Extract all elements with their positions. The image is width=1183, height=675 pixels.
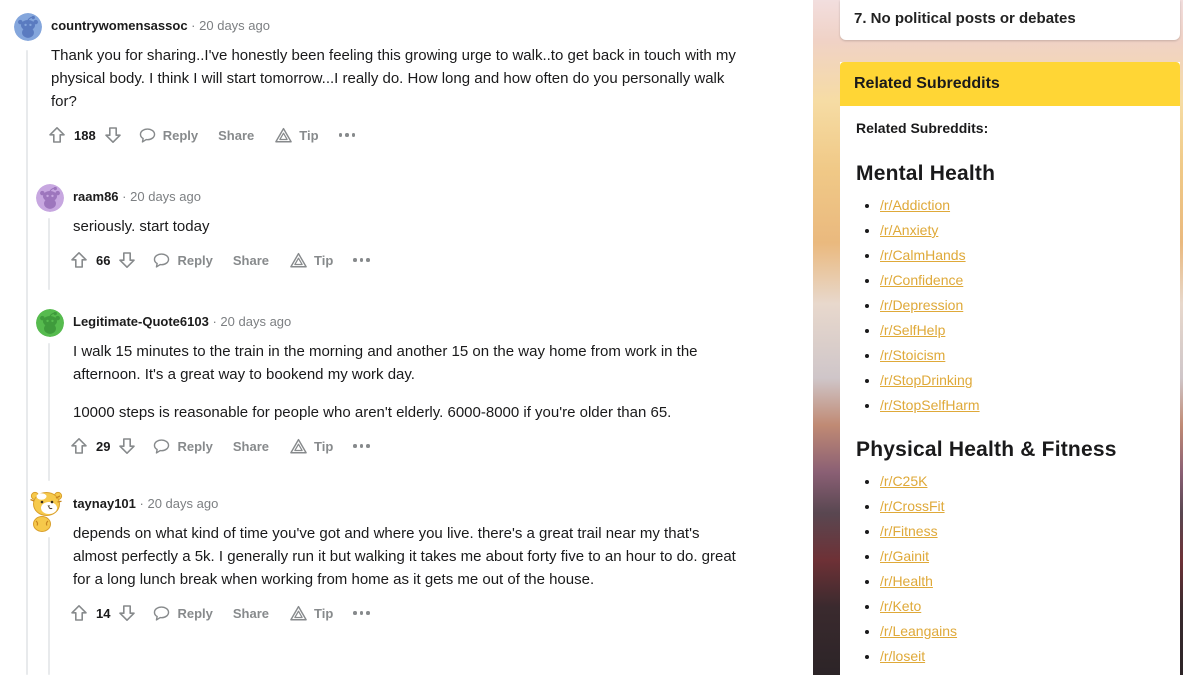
comment-header [73, 491, 746, 511]
subreddit-link[interactable]: /r/StopDrinking [880, 372, 973, 388]
upvote-icon [69, 436, 89, 456]
widget-header: Related Subreddits [840, 62, 1180, 106]
avatar[interactable] [28, 490, 64, 532]
upvote-button[interactable] [69, 250, 89, 270]
comment-timestamp: 20 days ago [199, 18, 270, 33]
tip-label: Tip [314, 605, 334, 621]
list-item [880, 649, 1164, 663]
downvote-button[interactable] [117, 250, 137, 270]
subreddit-link[interactable]: /r/Fitness [880, 523, 938, 539]
comment [36, 491, 746, 625]
list-item [880, 398, 1164, 412]
reply-label: Reply [162, 127, 199, 143]
downvote-button[interactable] [117, 436, 137, 456]
share-label: Share [232, 252, 270, 268]
overflow-icon [353, 258, 357, 262]
subreddit-link[interactable]: /r/Keto [880, 598, 922, 614]
comment-actions [47, 123, 774, 147]
subreddit-link[interactable]: /r/Stoicism [880, 347, 946, 363]
overflow-menu-button[interactable] [353, 611, 370, 615]
comment-text: 10000 steps is reasonable for people who aren't elderly. 6000-8000 if you're older than 65. [73, 404, 672, 421]
tip-label: Tip [314, 252, 334, 268]
downvote-icon [117, 250, 137, 270]
subreddit-link[interactable]: /r/loseit [880, 648, 926, 664]
subreddit-link[interactable]: /r/Gainit [880, 548, 930, 564]
overflow-icon [366, 611, 370, 615]
list-item [880, 499, 1164, 513]
tip-button[interactable] [274, 126, 318, 145]
reply-label: Reply [177, 605, 213, 621]
related-subreddits-widget [840, 62, 1180, 675]
list-item [880, 599, 1164, 613]
list-item [880, 198, 1164, 212]
separator: · [122, 189, 127, 204]
subreddit-sidebar [840, 0, 1180, 675]
list-item [880, 273, 1164, 287]
comment-text: seriously. start today [73, 218, 210, 235]
reply-button[interactable] [152, 604, 212, 623]
list-item [880, 323, 1164, 337]
comment-body [73, 340, 745, 424]
subreddit-link[interactable]: /r/StopSelfHarm [880, 397, 980, 413]
overflow-icon [353, 611, 357, 615]
list-item [880, 574, 1164, 588]
subreddit-link[interactable]: /r/Confidence [880, 272, 964, 288]
list-item [880, 248, 1164, 262]
list-item [880, 524, 1164, 538]
subreddit-link[interactable]: /r/Depression [880, 297, 964, 313]
related-subreddits-intro: Related Subreddits: [856, 120, 989, 136]
share-label: Share [218, 127, 255, 143]
list-item [880, 624, 1164, 638]
upvote-icon [47, 125, 67, 145]
reply-button[interactable] [152, 251, 212, 270]
comment-author[interactable]: Legitimate-Quote6103 [73, 314, 209, 329]
comment [36, 309, 746, 458]
snoo-avatar-icon [14, 13, 42, 41]
share-label: Share [232, 605, 270, 621]
comment [36, 184, 774, 272]
subreddit-link[interactable]: /r/SelfHelp [880, 322, 946, 338]
downvote-button[interactable] [103, 125, 123, 145]
section-title-mental-health: Mental Health [856, 162, 996, 185]
comment-author[interactable]: countrywomensassoc [51, 18, 188, 33]
comment-body [73, 522, 745, 591]
vote-count: 14 [96, 605, 111, 621]
mental-health-links [856, 198, 1164, 412]
reply-bubble-icon [152, 437, 171, 456]
tip-triangle-icon [274, 126, 293, 145]
tip-label: Tip [314, 438, 334, 454]
avatar[interactable] [36, 184, 64, 212]
reply-label: Reply [177, 252, 213, 268]
downvote-icon [117, 436, 137, 456]
share-button[interactable] [233, 606, 269, 621]
upvote-button[interactable] [69, 436, 89, 456]
overflow-icon [345, 133, 349, 137]
upvote-button[interactable] [69, 603, 89, 623]
reply-bubble-icon [152, 604, 171, 623]
overflow-icon [352, 133, 356, 137]
subreddit-link[interactable]: /r/CalmHands [880, 247, 966, 263]
share-label: Share [232, 438, 270, 454]
snoo-avatar-icon [36, 309, 64, 337]
vote-count: 29 [96, 438, 111, 454]
comment-timestamp: 20 days ago [130, 189, 201, 204]
list-item [880, 223, 1164, 237]
separator: · [139, 496, 144, 511]
comment-header [73, 309, 746, 329]
overflow-icon [366, 444, 370, 448]
overflow-icon [339, 133, 343, 137]
reply-bubble-icon [152, 251, 171, 270]
overflow-icon [360, 444, 364, 448]
tip-button[interactable] [289, 604, 333, 623]
overflow-icon [366, 258, 370, 262]
subreddit-link[interactable]: /r/Anxiety [880, 222, 939, 238]
upvote-icon [69, 250, 89, 270]
comment-header [73, 184, 774, 204]
subreddit-link[interactable]: /r/Leangains [880, 623, 958, 639]
vote-count: 188 [74, 127, 96, 143]
tiger-avatar-icon [28, 490, 64, 532]
avatar[interactable] [36, 309, 64, 337]
separator: · [191, 18, 196, 33]
section-title-physical-health: Physical Health & Fitness [856, 438, 1117, 461]
comment-text: I walk 15 minutes to the train in the morning and another 15 on the way home from work in the afternoon. It's a great way to bookend my work day. [73, 343, 698, 383]
reply-button[interactable] [152, 437, 212, 456]
physical-health-links [856, 474, 1164, 663]
reply-label: Reply [177, 438, 213, 454]
overflow-menu-button[interactable] [353, 258, 370, 262]
list-item [880, 373, 1164, 387]
tip-button[interactable] [289, 437, 333, 456]
vote-count: 66 [96, 252, 111, 268]
comment-body [73, 215, 745, 238]
tip-button[interactable] [289, 251, 333, 270]
subreddit-link[interactable]: /r/CrossFit [880, 498, 945, 514]
comment-timestamp: 20 days ago [220, 314, 292, 329]
comment-actions [69, 601, 746, 625]
comment-author[interactable]: raam86 [73, 189, 119, 204]
comment-header [51, 13, 774, 33]
share-button[interactable] [233, 439, 269, 454]
comment-actions [69, 248, 774, 272]
overflow-menu-button[interactable] [353, 444, 370, 448]
reply-bubble-icon [138, 126, 157, 145]
reply-button[interactable] [138, 126, 198, 145]
overflow-menu-button[interactable] [339, 133, 356, 137]
snoo-avatar-icon [36, 184, 64, 212]
upvote-icon [69, 603, 89, 623]
upvote-button[interactable] [47, 125, 67, 145]
overflow-icon [353, 444, 357, 448]
share-button[interactable] [218, 128, 254, 143]
overflow-icon [360, 611, 364, 615]
comment-text: Thank you for sharing..I've honestly been feeling this growing urge to walk..to get back in touch with my physical body. I think I will start tomorrow...I really do. How long and how often do you personally walk for? [51, 47, 736, 110]
subreddit-link[interactable]: /r/Addiction [880, 197, 951, 213]
comment-author[interactable]: taynay101 [73, 496, 136, 511]
list-item [880, 474, 1164, 488]
tip-label: Tip [299, 127, 319, 143]
rule-text: 7. No political posts or debates [854, 10, 1076, 27]
subreddit-link[interactable]: /r/Health [880, 573, 933, 589]
rule-item[interactable] [840, 0, 1180, 40]
overflow-icon [360, 258, 364, 262]
downvote-button[interactable] [117, 603, 137, 623]
list-item [880, 348, 1164, 362]
comment-body [51, 44, 751, 113]
avatar[interactable] [14, 13, 42, 41]
share-button[interactable] [233, 253, 269, 268]
subreddit-link[interactable]: /r/C25K [880, 473, 928, 489]
comment-actions [69, 434, 746, 458]
comment-timestamp: 20 days ago [147, 496, 219, 511]
list-item [880, 549, 1164, 563]
tip-triangle-icon [289, 251, 308, 270]
list-item [880, 298, 1164, 312]
downvote-icon [117, 603, 137, 623]
comment [14, 13, 774, 147]
tip-triangle-icon [289, 604, 308, 623]
comment-text: depends on what kind of time you've got and where you live. there's a great trail near my that's almost perfectly a 5k. I generally run it but walking it takes me about forty five to an hour to do. great for a long lunch break when working from home as it gets me out of the house. [73, 525, 736, 588]
downvote-icon [103, 125, 123, 145]
tip-triangle-icon [289, 437, 308, 456]
widget-body [840, 106, 1180, 663]
separator: · [212, 314, 217, 329]
